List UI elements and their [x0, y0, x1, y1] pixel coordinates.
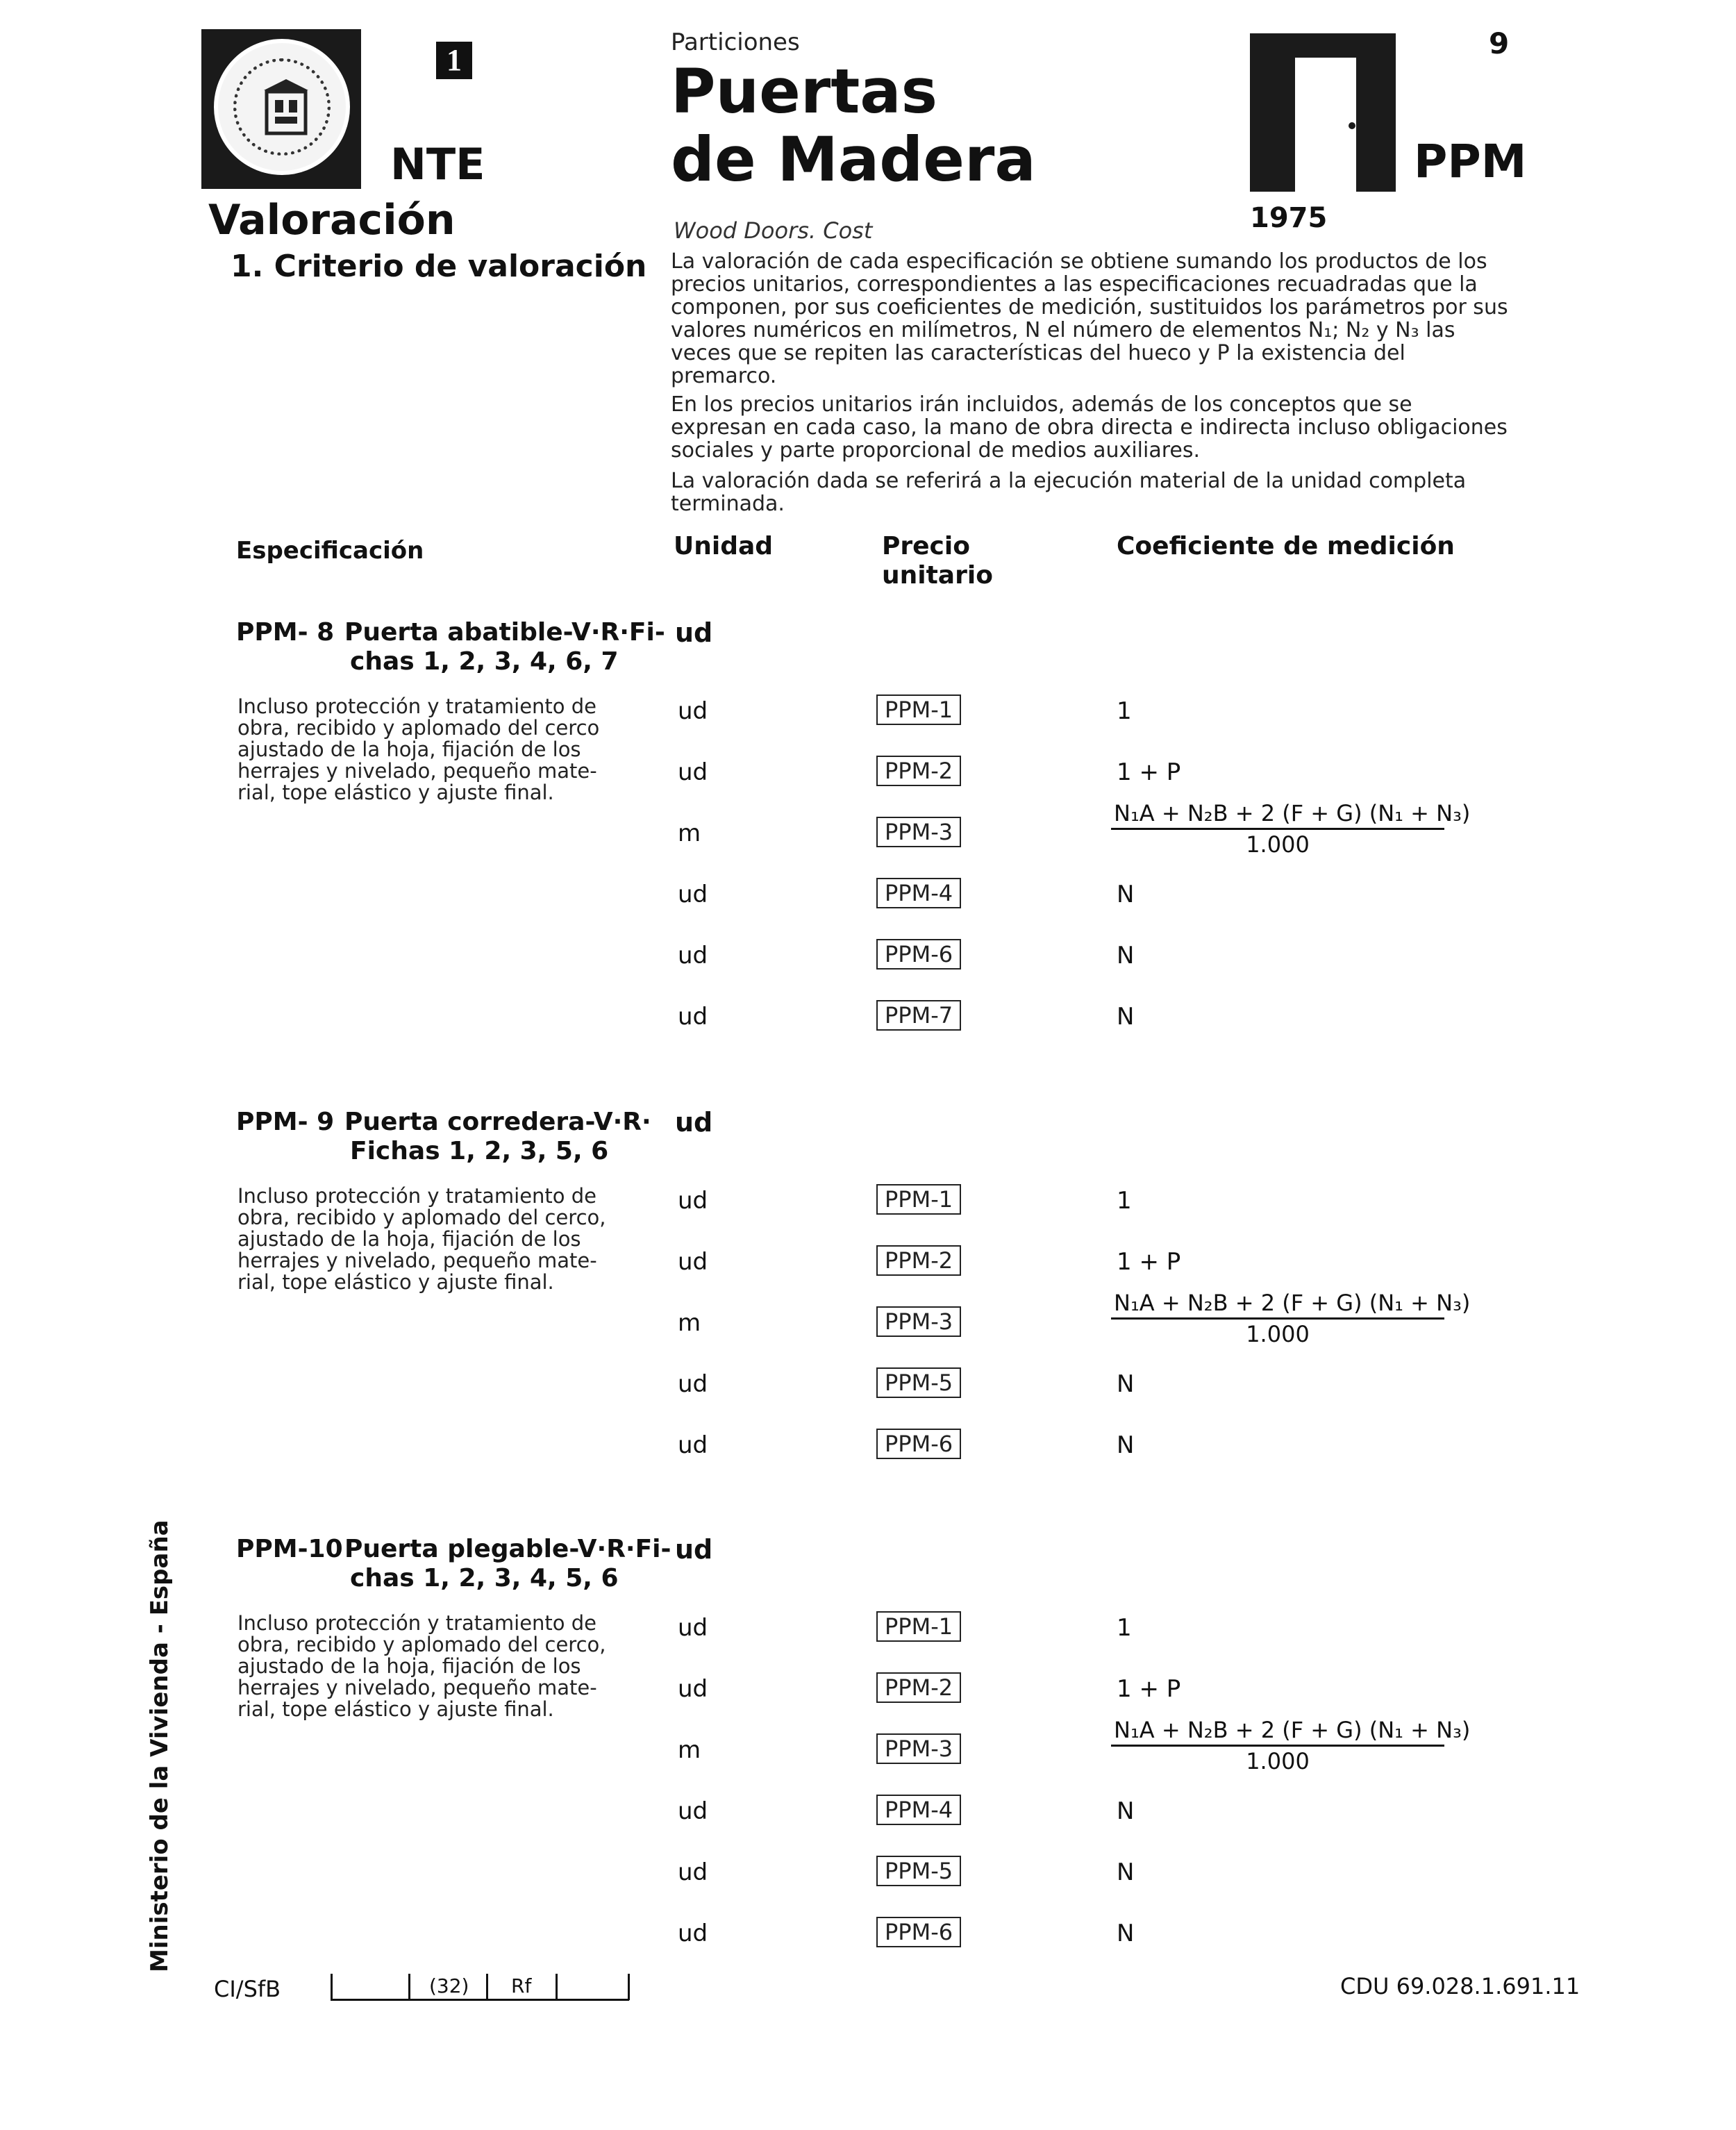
row-unit: ud [678, 1003, 708, 1031]
spec-title-line1: Puerta plegable-V·R·Fi- [344, 1535, 671, 1563]
spec-title-line1: Puerta abatible-V·R·Fi- [344, 618, 665, 647]
year-label: 1975 [1250, 202, 1328, 234]
price-box-wrap [876, 939, 961, 970]
row-coefficient: N [1117, 881, 1135, 908]
row-unit: m [678, 1736, 701, 1764]
cisfb-tick [628, 1974, 630, 2000]
price-code-box: PPM-3 [876, 1306, 961, 1337]
price-code-box: PPM-1 [876, 694, 961, 725]
row-coefficient: N [1117, 1431, 1135, 1459]
door-icon [1250, 33, 1396, 192]
spec-description-line: Incluso protección y tratamiento de [237, 1184, 597, 1208]
row-unit: ud [678, 1858, 708, 1886]
price-box-wrap [876, 694, 961, 725]
spec-title-line2: chas 1, 2, 3, 4, 5, 6 [350, 1564, 619, 1592]
row-coefficient: 1 [1117, 697, 1132, 725]
price-code-box: PPM-2 [876, 756, 961, 786]
price-box-wrap [876, 1306, 961, 1337]
price-box-wrap [876, 1367, 961, 1398]
subtitle-english: Wood Doors. Cost [674, 217, 873, 244]
spec-description-line: herrajes y nivelado, pequeño mate- [237, 1249, 597, 1272]
row-coefficient: 1 + P [1117, 1675, 1181, 1703]
price-code-box: PPM-6 [876, 1429, 961, 1459]
spec-code: PPM- 8 [236, 618, 335, 647]
row-unit: m [678, 1309, 701, 1337]
spec-code: PPM- 9 [236, 1108, 335, 1136]
spec-unit: ud [675, 617, 713, 648]
price-code-box: PPM-1 [876, 1184, 961, 1215]
fraction-denominator: 1.000 [1246, 831, 1310, 858]
fraction-denominator: 1.000 [1246, 1748, 1310, 1774]
row-unit: ud [678, 1614, 708, 1642]
price-code-box: PPM-1 [876, 1611, 961, 1642]
fraction-numerator: N₁A + N₂B + 2 (F + G) (N₁ + N₃) [1111, 800, 1444, 830]
row-unit: ud [678, 942, 708, 970]
row-coefficient: N [1117, 1858, 1135, 1886]
ministry-seal-icon [201, 29, 361, 189]
spec-description-line: rial, tope elástico y ajuste final. [237, 1697, 554, 1721]
row-coefficient: N [1117, 1797, 1135, 1825]
price-box-wrap [876, 1000, 961, 1031]
cisfb-code-rf: Rf [511, 1974, 532, 1997]
row-coefficient: N [1117, 1920, 1135, 1947]
nte-label: NTE [390, 139, 485, 190]
spec-description-line: ajustado de la hoja, fijación de los [237, 738, 581, 761]
cisfb-code-32: (32) [429, 1974, 469, 1997]
badge-number: 1 [436, 42, 472, 79]
cisfb-tick [556, 1974, 558, 2000]
row-unit: ud [678, 1675, 708, 1703]
price-box-wrap [876, 878, 961, 908]
section-subtitle: 1. Criterio de valoración [231, 249, 647, 284]
row-unit: ud [678, 1248, 708, 1276]
price-box-wrap [876, 1245, 961, 1276]
spec-description-line: herrajes y nivelado, pequeño mate- [237, 759, 597, 783]
price-code-box: PPM-3 [876, 817, 961, 847]
row-unit: ud [678, 1920, 708, 1947]
spec-description-line: herrajes y nivelado, pequeño mate- [237, 1676, 597, 1699]
spec-title-line2: Fichas 1, 2, 3, 5, 6 [350, 1137, 609, 1165]
cisfb-tick [408, 1974, 410, 2000]
column-precio-unitario: unitario [882, 561, 993, 590]
page-number: 9 [1489, 26, 1510, 60]
cisfb-label: CI/SfB [214, 1976, 281, 2002]
title-line1: Puertas [671, 56, 938, 127]
spec-unit: ud [675, 1107, 713, 1138]
row-coefficient: N [1117, 942, 1135, 970]
column-especificacion: Especificación [236, 537, 424, 565]
coefficient-fraction [1111, 1717, 1471, 1774]
fraction-numerator: N₁A + N₂B + 2 (F + G) (N₁ + N₃) [1111, 1717, 1444, 1747]
price-box-wrap [876, 1917, 961, 1947]
row-unit: ud [678, 1370, 708, 1398]
price-code-box: PPM-5 [876, 1856, 961, 1886]
row-unit: ud [678, 697, 708, 725]
price-box-wrap [876, 1611, 961, 1642]
price-code-box: PPM-6 [876, 939, 961, 970]
cisfb-box [331, 1999, 629, 2001]
price-code-box: PPM-3 [876, 1733, 961, 1764]
row-unit: ud [678, 881, 708, 908]
spec-description-line: obra, recibido y aplomado del cerco [237, 716, 600, 740]
price-box-wrap [876, 817, 961, 847]
spec-description-line: ajustado de la hoja, fijación de los [237, 1654, 581, 1678]
fraction-denominator: 1.000 [1246, 1321, 1310, 1347]
price-code-box: PPM-4 [876, 1795, 961, 1825]
column-precio: Precio [882, 532, 970, 560]
price-box-wrap [876, 1795, 961, 1825]
row-coefficient: 1 [1117, 1187, 1132, 1215]
row-unit: ud [678, 1797, 708, 1825]
title-line2: de Madera [671, 124, 1036, 195]
row-unit: ud [678, 1187, 708, 1215]
row-coefficient: N [1117, 1003, 1135, 1031]
cisfb-tick [331, 1974, 333, 2000]
spec-title-line1: Puerta corredera-V·R· [344, 1108, 651, 1136]
row-coefficient: N [1117, 1370, 1135, 1398]
price-box-wrap [876, 1733, 961, 1764]
price-code-box: PPM-5 [876, 1367, 961, 1398]
row-coefficient: 1 + P [1117, 758, 1181, 786]
spec-unit: ud [675, 1534, 713, 1565]
section-title: Valoración [208, 196, 456, 244]
row-unit: ud [678, 1431, 708, 1459]
spec-description-line: obra, recibido y aplomado del cerco, [237, 1206, 606, 1229]
row-unit: ud [678, 758, 708, 786]
row-coefficient: 1 + P [1117, 1248, 1181, 1276]
category-label: Particiones [671, 28, 800, 56]
spec-description-line: Incluso protección y tratamiento de [237, 1611, 597, 1635]
row-unit: m [678, 819, 701, 847]
price-box-wrap [876, 1429, 961, 1459]
price-code-box: PPM-4 [876, 878, 961, 908]
column-unidad: Unidad [674, 532, 774, 560]
intro-paragraph-2: En los precios unitarios irán incluidos, además de los conceptos que se expresan en cada caso, la mano de obra directa e indirecta incluso obligaciones sociales y parte proporcional de medios auxiliares. [671, 392, 1508, 463]
column-coeficiente: Coeficiente de medición [1117, 532, 1455, 560]
price-box-wrap [876, 756, 961, 786]
cdu-code: CDU 69.028.1.691.11 [1340, 1973, 1580, 1999]
coefficient-fraction [1111, 1290, 1471, 1347]
cisfb-tick [486, 1974, 488, 2000]
spec-title-line2: chas 1, 2, 3, 4, 6, 7 [350, 647, 619, 676]
spec-description-line: ajustado de la hoja, fijación de los [237, 1227, 581, 1251]
price-code-box: PPM-2 [876, 1245, 961, 1276]
price-box-wrap [876, 1184, 961, 1215]
spec-description-line: rial, tope elástico y ajuste final. [237, 1270, 554, 1294]
price-box-wrap [876, 1856, 961, 1886]
spec-code: PPM-10 [236, 1535, 343, 1563]
price-code-box: PPM-7 [876, 1000, 961, 1031]
code-label: PPM [1414, 135, 1527, 188]
spec-description-line: rial, tope elástico y ajuste final. [237, 781, 554, 804]
spec-description-line: Incluso protección y tratamiento de [237, 694, 597, 718]
price-code-box: PPM-6 [876, 1917, 961, 1947]
price-box-wrap [876, 1672, 961, 1703]
coefficient-fraction [1111, 800, 1471, 858]
fraction-numerator: N₁A + N₂B + 2 (F + G) (N₁ + N₃) [1111, 1290, 1444, 1320]
intro-paragraph-3: La valoración dada se referirá a la ejecución material de la unidad completa terminada. [671, 469, 1467, 516]
ministry-vertical-label: Ministerio de la Vivienda - España [146, 1520, 174, 1972]
intro-paragraph-1: La valoración de cada especificación se obtiene sumando los productos de los precios unitarios, correspondientes a las especificaciones recuadradas que la componen, por sus coeficientes de medición, sustituidos los parámetros por sus valores numéricos en milímetros, N el número de elementos N₁; N₂ y N₃ las veces que se repiten las características del hueco y P la existencia del premarco. [671, 249, 1508, 388]
row-coefficient: 1 [1117, 1614, 1132, 1642]
spec-description-line: obra, recibido y aplomado del cerco, [237, 1633, 606, 1656]
price-code-box: PPM-2 [876, 1672, 961, 1703]
